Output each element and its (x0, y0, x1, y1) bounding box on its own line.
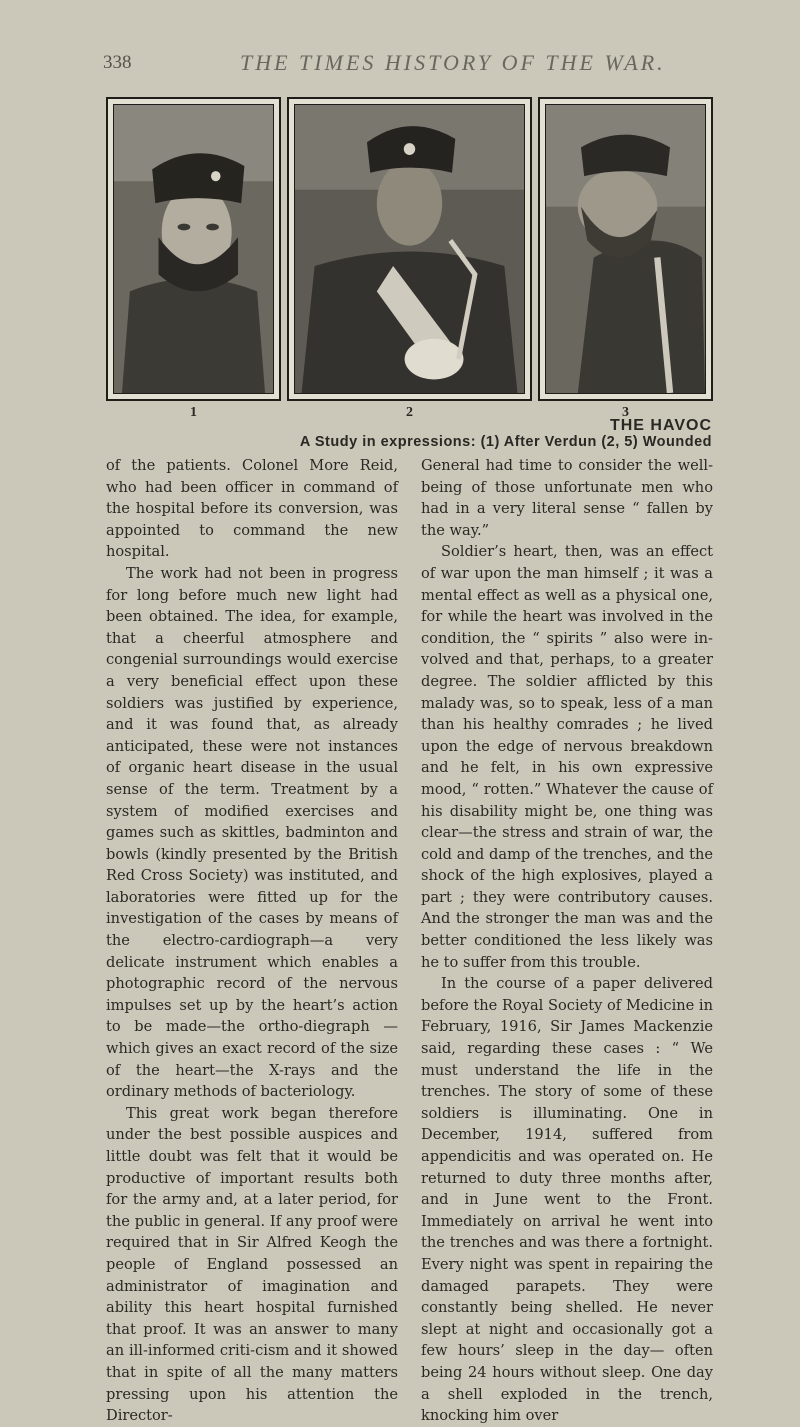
photo-soldier-2-image (295, 105, 524, 393)
right-paragraph-3: In the course of a paper delivered before the Royal Society of Medicine in February, 1916, Sir James Mackenzie said, regarding these cases : “ We must understand the life in the trenches. The story of some of these soldiers is illuminating. One in December, 1914, suffered from appendicitis and was operated on. He returned to duty three months after, and in June went to the Front. Immediately on arrival he went into the trenches and was there a fortnight. Every night was spent in repairing the damaged parapets. They were constantly being shelled. He never slept at night and occasionally got a few hours’ sleep in the day— often being 24 hours without sleep. One day a shell exploded in the trench, knocking him over (421, 975, 713, 1425)
photo-number-3: 3 (622, 405, 629, 420)
right-paragraph-2: Soldier’s heart, then, was an effect of war upon the man himself ; it was a mental effect as well as a physical one, for while the heart was involved in the condition, the “ spirits ” also were in-volved and that, perhaps, to a greater degree. The soldier afflicted by this malady was, so to speak, less of a man than his healthy comrades ; he lived upon the edge of nervous breakdown and he felt, in his own expressive mood, “ rotten.” Whatever the cause of his disability might be, one thing was clear—the stress and strain of war, the cold and damp of the trenches, and the shock of the high explosives, played a part ; they were contributory causes. And the stronger the man was and the better conditioned the less likely was he to suffer from this trouble. (421, 543, 713, 971)
left-column (106, 455, 398, 1427)
photo-strip (106, 97, 713, 403)
running-head (95, 50, 715, 78)
left-paragraph-1: of the patients. Colonel More Reid, who had been officer in command of the hospital before its conversion, was appointed to command the new hospital. (106, 457, 398, 561)
page-number: 338 (103, 52, 132, 73)
figure-section-label: THE HAVOC (609, 417, 712, 434)
photo-soldier-1-image (114, 105, 273, 393)
left-paragraph-2: The work had not been in progress for long before much new light had been obtained. The idea, for example, that a cheerful atmosphere and congenial surroundings would exercise a very beneficial effect upon these soldiers was justified by experience, and it was found that, as already anticipated, these were not instances of organic heart disease in the usual sense of the term. Treatment by a system of modified exercises and games such as skittles, badminton and bowls (kindly presented by the British Red Cross Society) was instituted, and laboratories were fitted up for the investigation of the cases by means of the electro-cardiograph—a very delicate instrument which enables a photographic record of the nervous impulses set up by the heart’s action to be made—the ortho-diegraph —which gives an exact record of the size of the heart—the X-rays and the ordinary methods of bacteriology. (106, 564, 398, 1101)
figure-caption: A Study in expressions: (1) After Verdun (2, 5) Wounded (299, 434, 712, 450)
photo-soldier-3-image (546, 105, 705, 393)
photo-number-2: 2 (406, 405, 413, 420)
photo-soldier-3 (538, 97, 713, 401)
photo-number-1: 1 (190, 405, 197, 420)
running-title: THE TIMES HISTORY OF THE WAR. (240, 50, 666, 75)
photo-soldier-1 (106, 97, 281, 401)
right-column (421, 455, 713, 1427)
right-paragraph-1: General had time to consider the well-being of those unfortunate men who had in a very literal sense “ fallen by the way.” (421, 457, 713, 539)
left-paragraph-3: This great work began therefore under the best possible auspices and little doubt was felt that it would be productive of important results both for the army and, at a later period, for the public in general. If any proof were required that in Sir Alfred Keogh the people of England possessed an administrator of imagination and ability this heart hospital furnished that proof. It was an answer to many an ill-informed criti-cism and it showed that in spite of all the many matters pressing upon his attention the Director- (106, 1104, 398, 1425)
photo-soldier-2 (287, 97, 532, 401)
